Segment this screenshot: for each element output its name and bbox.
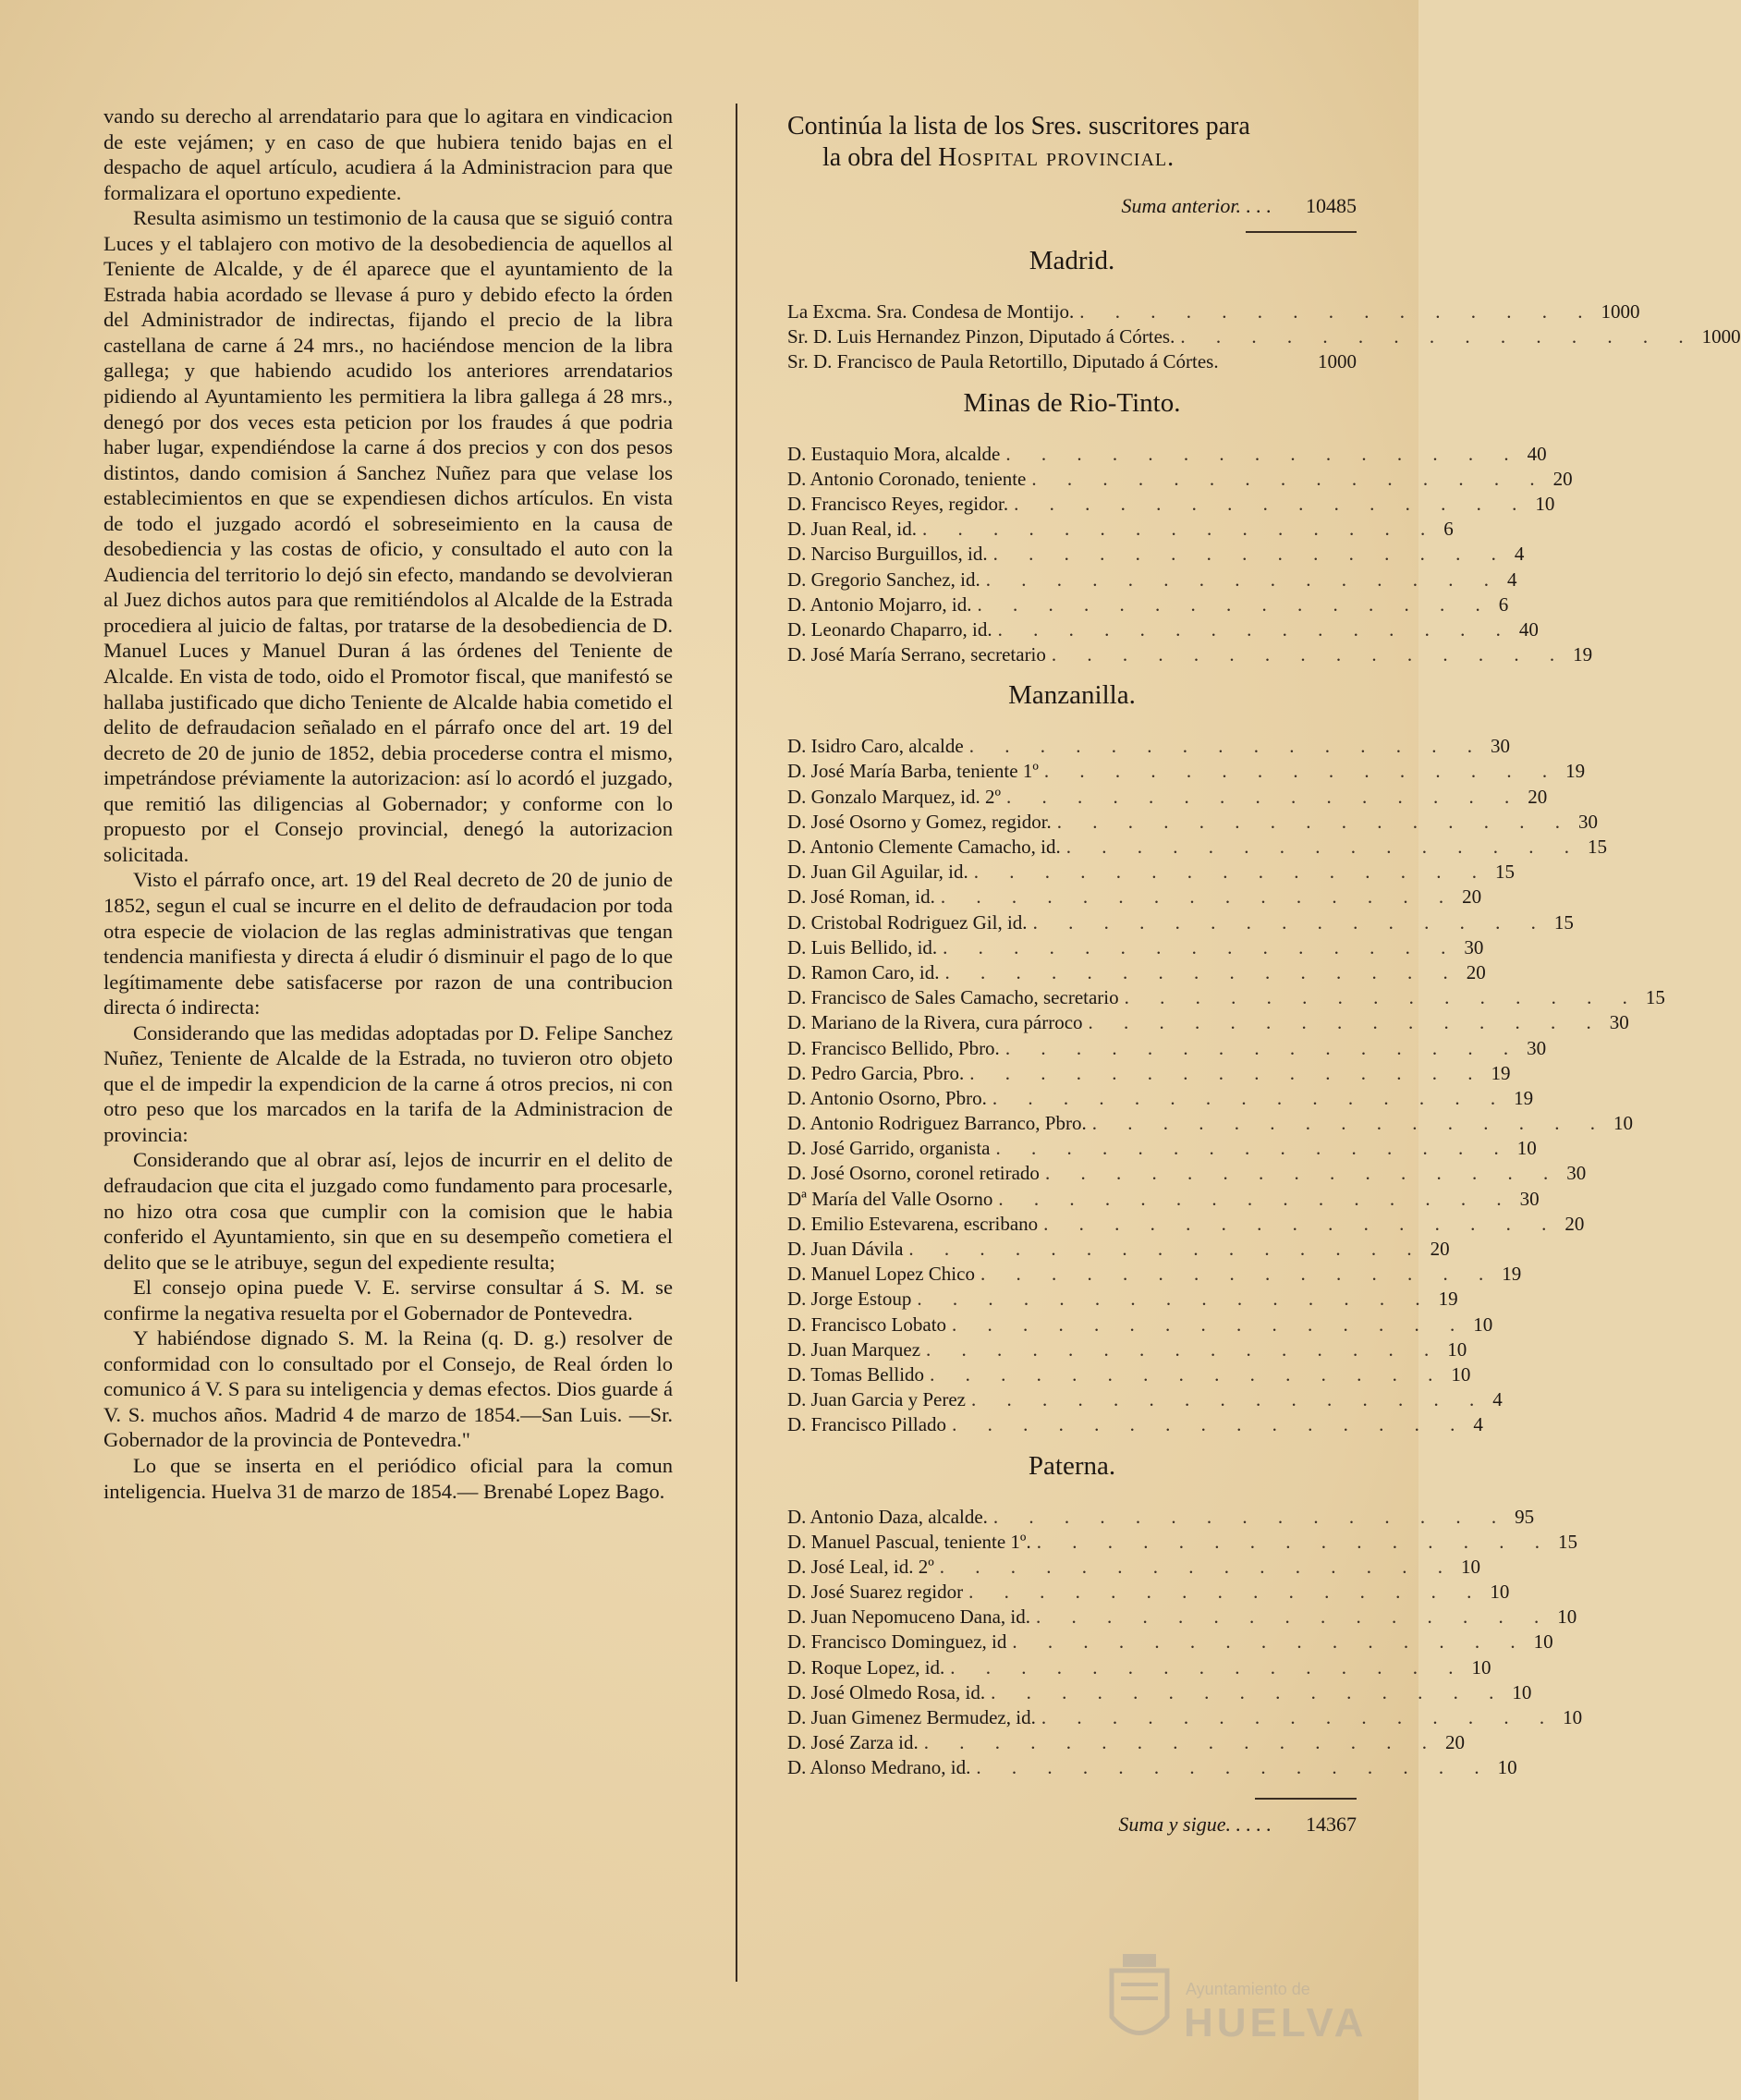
list-item bbox=[787, 642, 1593, 667]
subscriber-name: D. Antonio Coronado, teniente bbox=[787, 467, 1027, 490]
subscription-amount: 10 bbox=[1516, 1137, 1537, 1160]
subscriber-name: D. José Roman, id. bbox=[787, 885, 935, 909]
subscription-amount: 30 bbox=[1578, 810, 1599, 833]
leader-dots: . . . . . . . . . . . . . . . bbox=[1036, 1606, 1552, 1629]
list-item bbox=[787, 1605, 1577, 1630]
leader-dots: . . . . . . . . . . . . . . . bbox=[923, 1731, 1440, 1754]
list-item bbox=[787, 1111, 1633, 1136]
list-item bbox=[787, 1212, 1585, 1237]
suma-anterior-row bbox=[787, 194, 1357, 222]
leader-dots: . . . . . . . . . . . . . . . bbox=[980, 1263, 1497, 1286]
leader-dots: . . . . . . . . . . . . . . . bbox=[992, 543, 1509, 566]
subscription-amount: 20 bbox=[1462, 885, 1482, 909]
list-item bbox=[787, 960, 1486, 985]
section-title: Minas de Rio-Tinto. bbox=[963, 387, 1181, 418]
leader-dots: . . . . . . . . . . . . . . . bbox=[1044, 1162, 1562, 1185]
suma-sigue-value: 14367 bbox=[1306, 1812, 1357, 1836]
subscriber-name: D. Juan Gimenez Bermudez, id. bbox=[787, 1706, 1036, 1729]
section-title: Madrid. bbox=[1029, 246, 1115, 275]
subscriber-name: D. Luis Bellido, id. bbox=[787, 935, 938, 958]
subscriber-name: D. Isidro Caro, alcalde bbox=[787, 735, 964, 758]
subscription-amount: 95 bbox=[1515, 1505, 1535, 1528]
subscriber-name: D. Juan Garcia y Perez bbox=[787, 1388, 966, 1411]
subscription-amount: 30 bbox=[1566, 1162, 1587, 1185]
subscriber-list-column bbox=[787, 111, 1741, 1840]
subscriber-name: D. Narciso Burguillos, id. bbox=[787, 543, 988, 566]
list-item bbox=[787, 835, 1607, 860]
subscriber-name: D. Juan Dávila bbox=[787, 1238, 904, 1261]
subscriber-name: D. Eustaquio Mora, alcalde bbox=[787, 442, 1001, 465]
subscriber-name: D. Ramon Caro, id. bbox=[787, 960, 940, 983]
subscriber-name: D. José Suarez regidor bbox=[787, 1581, 964, 1604]
leader-dots: . . . . . . . . . . . . . . . bbox=[1079, 300, 1596, 323]
paragraph: Visto el párrafo once, art. 19 del Real decreto de 20 de junio de 1852, segun el cual se incurre en el delito de defraudacion por toda otra especie de violacion de las reglas administrativas que tengan tendencia manifiesta y directa á eludir ó disminuir el pago de lo que legítimamente debe satisfacerse por razon de una contribucion directa ó indirecta: bbox=[103, 868, 673, 1019]
leader-dots: . . . . . . . . . . . . . . . bbox=[973, 861, 1490, 884]
subscriber-name: D. Cristobal Rodriguez Gil, id. bbox=[787, 910, 1028, 934]
subscription-amount: 10 bbox=[1451, 1362, 1471, 1386]
list-item bbox=[787, 1412, 1483, 1437]
leader-dots: . . . . . . . . . . . . . . . bbox=[969, 1061, 1486, 1084]
leader-dots: . . . . . . . . . . . . . . . bbox=[1065, 836, 1582, 859]
subscription-amount: 6 bbox=[1443, 518, 1454, 541]
subscriber-name: D. Juan Marquez bbox=[787, 1337, 921, 1361]
subscription-amount: 10 bbox=[1460, 1555, 1480, 1578]
subscriber-name: D. Alonso Medrano, id. bbox=[787, 1756, 971, 1779]
subscription-amount: 10 bbox=[1512, 1680, 1532, 1703]
heading-line-2-pre: la obra del bbox=[822, 143, 939, 172]
leader-dots: . . . . . . . . . . . . . . . bbox=[1031, 467, 1548, 490]
list-item bbox=[787, 1061, 1511, 1086]
watermark-line-1: Ayuntamiento de bbox=[1186, 1980, 1310, 1998]
paragraph: El consejo opina puede V. E. servirse consultar á S. M. se confirme la negativa resuelta por el Gobernador de Pontevedra. bbox=[103, 1276, 673, 1325]
leader-dots: . . . . . . . . . . . . . . . bbox=[944, 960, 1461, 983]
list-item bbox=[787, 492, 1555, 517]
subscriber-sections bbox=[787, 246, 1741, 1781]
leader-dots: . . . . . . . . . . . . . . . bbox=[968, 735, 1485, 758]
subscription-amount: 10 bbox=[1447, 1337, 1467, 1361]
subscription-amount: 30 bbox=[1609, 1011, 1629, 1034]
subscriber-name: D. José Garrido, organista bbox=[787, 1137, 991, 1160]
leader-dots: . . . . . . . . . . . . . . . bbox=[1036, 1530, 1552, 1553]
list-item bbox=[787, 1036, 1547, 1061]
list-item bbox=[787, 1086, 1534, 1111]
subscriber-name: D. Gonzalo Marquez, id. 2º bbox=[787, 785, 1002, 808]
subscriber-name: D. Manuel Lopez Chico bbox=[787, 1263, 975, 1286]
subscriber-name: D. Antonio Clemente Camacho, id. bbox=[787, 836, 1061, 859]
list-item bbox=[787, 1136, 1537, 1161]
subscriber-name: D. Roque Lopez, id. bbox=[787, 1655, 945, 1679]
subscriber-name: D. Francisco de Sales Camacho, secretario bbox=[787, 986, 1119, 1009]
paragraph: Considerando que las medidas adoptadas por D. Felipe Sanchez Nuñez, Teniente de Alcalde de la Estrada, no tuvieron otro objeto que el de impedir la expendicion de la carne á otros precios, ni con otro peso que los marcados en la tarifa de la Administracion de provincia: bbox=[103, 1020, 673, 1146]
list-item bbox=[787, 1187, 1540, 1212]
list-item bbox=[787, 1262, 1522, 1287]
subscriber-name: Sr. D. Francisco de Paula Retortillo, Diputado á Córtes. bbox=[787, 350, 1219, 373]
leader-dots: . . . . . . . . . . . . . . . bbox=[1012, 1630, 1528, 1654]
hospital-name: Hospital provincial. bbox=[938, 143, 1175, 172]
subscription-amount: 20 bbox=[1466, 960, 1486, 983]
leader-dots: . . . . . . . . . . . . . . . bbox=[1005, 442, 1522, 465]
list-item bbox=[787, 1337, 1467, 1362]
column-divider bbox=[736, 104, 737, 1982]
subscription-amount: 19 bbox=[1438, 1288, 1458, 1311]
paragraph: Lo que se inserta en el periódico oficial para la comun inteligencia. Huelva 31 de marzo de 1854.— Brenabé Lopez Bago. bbox=[103, 1453, 673, 1503]
subscription-amount: 19 bbox=[1514, 1086, 1534, 1109]
leader-dots: . . . . . . . . . . . . . . . bbox=[1088, 1011, 1604, 1034]
leader-dots: . . . . . . . . . . . . . . . bbox=[1006, 785, 1523, 808]
subscription-amount: 30 bbox=[1519, 1187, 1540, 1210]
leader-dots: . . . . . . . . . . . . . . . bbox=[1124, 986, 1640, 1009]
subscriber-name: D. José Osorno, coronel retirado bbox=[787, 1162, 1040, 1185]
list-item bbox=[787, 1730, 1465, 1755]
subscription-amount: 20 bbox=[1552, 467, 1573, 490]
subscriber-name: D. Pedro Garcia, Pbro. bbox=[787, 1061, 965, 1084]
paragraph: Considerando que al obrar así, lejos de incurrir en el delito de defraudacion que cita el juzgado como fundamento para procesarle, no hizo otra cosa que cumplir con la comision que le habia conferido el Ayuntamiento, sin que en su desempeño cometiera el delito que se le atribuye, segun del expediente resulta; bbox=[103, 1148, 673, 1274]
subscriber-name: D. Francisco Bellido, Pbro. bbox=[787, 1036, 1000, 1059]
subscriber-name: D. Juan Gil Aguilar, id. bbox=[787, 861, 968, 884]
subscription-amount: 30 bbox=[1490, 735, 1510, 758]
subscriber-name: La Excma. Sra. Condesa de Montijo. bbox=[787, 300, 1075, 323]
subscriber-list bbox=[787, 734, 1665, 1437]
list-item bbox=[787, 1161, 1587, 1186]
subscription-amount: 20 bbox=[1430, 1238, 1450, 1261]
subscriber-name: D. José Olmedo Rosa, id. bbox=[787, 1680, 986, 1703]
list-item bbox=[787, 860, 1515, 885]
leader-dots: . . . . . . . . . . . . . . . bbox=[1051, 643, 1568, 666]
leader-dots: . . . . . . . . . . . . . . . bbox=[977, 592, 1493, 616]
subscriber-name: D. Francisco Lobato bbox=[787, 1312, 947, 1336]
list-item bbox=[787, 935, 1484, 960]
subscriber-name: D. Francisco Dominguez, id bbox=[787, 1630, 1007, 1654]
subscriber-name: D. Emilio Estevarena, escribano bbox=[787, 1212, 1039, 1235]
subscription-amount: 4 bbox=[1507, 568, 1517, 591]
subscriber-name: D. Antonio Osorno, Pbro. bbox=[787, 1086, 987, 1109]
subscriber-name: D. José María Serrano, secretario bbox=[787, 643, 1046, 666]
suma-anterior-label: Suma anterior. . . . bbox=[1121, 194, 1272, 217]
subscriber-name: D. Gregorio Sanchez, id. bbox=[787, 568, 980, 591]
subscriber-name: D. Antonio Daza, alcalde. bbox=[787, 1505, 988, 1528]
leader-dots: . . . . . . . . . . . . . . . bbox=[908, 1238, 1425, 1261]
leader-dots: . . . . . . . . . . . . . . . bbox=[985, 568, 1503, 591]
list-item bbox=[787, 1237, 1450, 1262]
leader-dots: . . . . . . . . . . . . . . . bbox=[917, 1288, 1433, 1311]
subscription-amount: 19 bbox=[1565, 760, 1586, 783]
subscription-amount: 1000 bbox=[1701, 325, 1741, 348]
paragraph: vando su derecho al arrendatario para que lo agitara en vindicacion de este vejámen; y en caso de que hubiera tenido bajas en el despacho de aquel artículo, acudiera á la Administracion para que formalizara el oportuno expediente. bbox=[103, 104, 673, 204]
list-item bbox=[787, 1630, 1553, 1654]
subscription-amount: 15 bbox=[1494, 861, 1515, 884]
leader-dots: . . . . . . . . . . . . . . . bbox=[943, 935, 1459, 958]
list-item bbox=[787, 299, 1640, 324]
subscription-amount: 10 bbox=[1497, 1756, 1517, 1779]
subscription-amount: 10 bbox=[1557, 1606, 1577, 1629]
leader-dots: . . . . . . . . . . . . . . . bbox=[1180, 325, 1697, 348]
leader-dots: . . . . . . . . . . . . . . . bbox=[971, 1388, 1488, 1411]
subscription-amount: 15 bbox=[1587, 836, 1607, 859]
paragraph: Y habiéndose dignado S. M. la Reina (q. D. g.) resolver de conformidad con lo consultado por el Consejo, de Real órden lo comunico á V. S para su inteligencia y demas efectos. Dios guarde á V. S. muchos años. Madrid 4 de marzo de 1854.—San Luis. —Sr. Gobernador de la provincia de Pontevedra." bbox=[103, 1326, 673, 1452]
suma-sigue-row bbox=[787, 1813, 1357, 1840]
leader-dots: . . . . . . . . . . . . . . . bbox=[1043, 760, 1561, 783]
leader-dots: . . . . . . . . . . . . . . . bbox=[1043, 1212, 1560, 1235]
subscription-amount: 30 bbox=[1527, 1036, 1547, 1059]
subscriber-name: D. Francisco Pillado bbox=[787, 1413, 947, 1436]
subscriber-name: D. Jorge Estoup bbox=[787, 1288, 912, 1311]
leader-dots: . . . . . . . . . . . . . . . bbox=[1041, 1706, 1558, 1729]
leader-dots: . . . . . . . . . . . . . . . bbox=[991, 1680, 1507, 1703]
subscriber-list bbox=[787, 1505, 1583, 1781]
list-item bbox=[787, 1312, 1493, 1337]
subscription-amount: 10 bbox=[1535, 492, 1555, 515]
list-item bbox=[787, 349, 1357, 374]
leader-dots: . . . . . . . . . . . . . . . bbox=[995, 1137, 1512, 1160]
leader-dots: . . . . . . . . . . . . . . . bbox=[1032, 910, 1549, 934]
list-item bbox=[787, 1555, 1480, 1580]
leader-dots: . . . . . . . . . . . . . . . bbox=[1004, 1036, 1522, 1059]
list-item bbox=[787, 1655, 1491, 1680]
subscription-amount: 6 bbox=[1498, 592, 1509, 616]
list-item bbox=[787, 759, 1586, 784]
heading-line-2 bbox=[787, 142, 1357, 174]
left-column-text bbox=[103, 104, 673, 1504]
subscription-amount: 15 bbox=[1645, 986, 1665, 1009]
subscriber-name: D. José María Barba, teniente 1º bbox=[787, 760, 1039, 783]
subscription-amount: 15 bbox=[1553, 910, 1574, 934]
leader-dots: . . . . . . . . . . . . . . . bbox=[952, 1413, 1468, 1436]
list-item bbox=[787, 617, 1539, 642]
sum-rule bbox=[1246, 231, 1357, 233]
subscription-amount: 20 bbox=[1564, 1212, 1585, 1235]
subscription-amount: 4 bbox=[1514, 543, 1525, 566]
subscriber-list bbox=[787, 442, 1593, 668]
subscriber-name: D. Antonio Mojarro, id. bbox=[787, 592, 972, 616]
subscriber-name: D. José Osorno y Gomez, regidor. bbox=[787, 810, 1052, 833]
subscriber-name: D. Francisco Reyes, regidor. bbox=[787, 492, 1009, 515]
list-item bbox=[787, 1287, 1458, 1312]
leader-dots: . . . . . . . . . . . . . . . bbox=[992, 1086, 1509, 1109]
leader-dots: . . . . . . . . . . . . . . . bbox=[939, 1555, 1455, 1578]
subscriber-name: Dª María del Valle Osorno bbox=[787, 1187, 993, 1210]
leader-dots: . . . . . . . . . . . . . . . bbox=[930, 1362, 1446, 1386]
subscription-amount: 1000 bbox=[1601, 300, 1640, 323]
list-item bbox=[787, 1705, 1583, 1730]
section-title: Paterna. bbox=[1028, 1450, 1116, 1481]
list-item bbox=[787, 542, 1525, 567]
subscription-amount: 19 bbox=[1573, 643, 1593, 666]
leader-dots: . . . . . . . . . . . . . . . bbox=[997, 617, 1514, 641]
subscription-amount: 10 bbox=[1613, 1112, 1633, 1135]
suma-anterior-value: 10485 bbox=[1306, 194, 1357, 217]
subscription-amount: 10 bbox=[1563, 1706, 1583, 1729]
subscription-amount: 30 bbox=[1464, 935, 1484, 958]
crest-icon bbox=[1102, 1952, 1176, 2054]
archive-watermark bbox=[1075, 1943, 1370, 2063]
list-item bbox=[787, 592, 1509, 617]
leader-dots: . . . . . . . . . . . . . . . bbox=[968, 1581, 1485, 1604]
heading-line-1: Continúa la lista de los Sres. suscritores para bbox=[787, 112, 1250, 140]
list-item bbox=[787, 810, 1599, 835]
list-item bbox=[787, 1387, 1503, 1412]
subscription-amount: 10 bbox=[1471, 1655, 1491, 1679]
leader-dots: . . . . . . . . . . . . . . . bbox=[976, 1756, 1492, 1779]
leader-dots: . . . . . . . . . . . . . . . bbox=[950, 1655, 1467, 1679]
leader-dots: . . . . . . . . . . . . . . . bbox=[998, 1187, 1515, 1210]
subscription-amount: 10 bbox=[1533, 1630, 1553, 1654]
list-item bbox=[787, 885, 1482, 910]
list-item bbox=[787, 1362, 1471, 1387]
subscriber-name: D. Antonio Rodriguez Barranco, Pbro. bbox=[787, 1112, 1087, 1135]
list-heading bbox=[787, 111, 1357, 174]
subscription-amount: 4 bbox=[1473, 1413, 1483, 1436]
subscriber-name: D. Manuel Pascual, teniente 1º. bbox=[787, 1530, 1031, 1553]
list-item bbox=[787, 1505, 1535, 1530]
subscriber-name: D. José Zarza id. bbox=[787, 1731, 919, 1754]
list-item bbox=[787, 1530, 1577, 1555]
subscription-amount: 19 bbox=[1502, 1263, 1522, 1286]
list-item bbox=[787, 517, 1454, 542]
leader-dots: . . . . . . . . . . . . . . . bbox=[1091, 1112, 1608, 1135]
leader-dots: . . . . . . . . . . . . . . . bbox=[926, 1337, 1443, 1361]
list-item bbox=[787, 1680, 1532, 1705]
list-item bbox=[787, 467, 1573, 492]
subscription-amount: 10 bbox=[1490, 1581, 1510, 1604]
list-item bbox=[787, 1010, 1629, 1035]
subscriber-name: D. Juan Real, id. bbox=[787, 518, 917, 541]
list-item bbox=[787, 324, 1741, 349]
subscription-amount: 1000 bbox=[1318, 350, 1357, 373]
list-item bbox=[787, 785, 1548, 810]
list-item bbox=[787, 910, 1574, 935]
leader-dots: . . . . . . . . . . . . . . . bbox=[1014, 492, 1530, 515]
leader-dots: . . . . . . . . . . . . . . . bbox=[1056, 810, 1574, 833]
leader-dots: . . . . . . . . . . . . . . . bbox=[952, 1312, 1468, 1336]
subscription-amount: 10 bbox=[1473, 1312, 1493, 1336]
subscription-amount: 40 bbox=[1527, 442, 1547, 465]
watermark-line-2: HUELVA bbox=[1184, 2000, 1368, 2045]
list-item bbox=[787, 442, 1547, 467]
subscriber-name: Sr. D. Luis Hernandez Pinzon, Diputado á Córtes. bbox=[787, 325, 1175, 348]
leader-dots: . . . . . . . . . . . . . . . bbox=[921, 518, 1439, 541]
subscription-amount: 15 bbox=[1557, 1530, 1577, 1553]
leader-dots: . . . . . . . . . . . . . . . bbox=[992, 1505, 1510, 1528]
list-item bbox=[787, 985, 1665, 1010]
subscriber-list bbox=[787, 299, 1741, 375]
list-item bbox=[787, 1580, 1510, 1605]
subscription-amount: 20 bbox=[1444, 1731, 1465, 1754]
subscriber-name: D. José Leal, id. 2º bbox=[787, 1555, 934, 1578]
subscription-amount: 19 bbox=[1491, 1061, 1511, 1084]
subscriber-name: D. Tomas Bellido bbox=[787, 1362, 925, 1386]
subscriber-name: D. Leonardo Chaparro, id. bbox=[787, 617, 992, 641]
subscription-amount: 40 bbox=[1518, 617, 1539, 641]
list-item bbox=[787, 734, 1510, 759]
list-item bbox=[787, 1755, 1517, 1780]
subscription-amount: 4 bbox=[1492, 1388, 1503, 1411]
final-sum-rule bbox=[1255, 1798, 1357, 1800]
list-item bbox=[787, 568, 1517, 592]
leader-dots: . . . . . . . . . . . . . . . bbox=[940, 885, 1457, 909]
subscription-amount: 20 bbox=[1528, 785, 1548, 808]
subscriber-name: D. Mariano de la Rivera, cura párroco bbox=[787, 1011, 1083, 1034]
subscriber-name: D. Juan Nepomuceno Dana, id. bbox=[787, 1606, 1031, 1629]
section-title: Manzanilla. bbox=[1008, 680, 1136, 711]
paragraph: Resulta asimismo un testimonio de la causa que se siguió contra Luces y el tablajero con motivo de la desobediencia de aquellos al Teniente de Alcalde, y de él aparece que el ayuntamiento de la Estrada habia acordado se llevase á puro y debido efecto la órden del Administrador de indirectas, fijando el precio de la libra castellana de carne á 24 mrs., no haciéndose mencion de la libra gallega; y que habiendo acudido los anteriores arrendatarios pidiendo al Ayuntamiento les permitiera la libra gallega á 28 mrs., denegó por dos veces esta peticion por los fraudes á que podria haber lugar, expendiéndose la carne á dos precios y con dos pesos distintos, dando comision á Sanchez Nuñez para que velase los establecimientos en que se expendiesen dichos artículos. En vista de todo el juzgado acordó el sobreseimiento en la causa de desobediencia y las costas de oficio, y consultado el auto con la Audiencia del territorio lo dejó sin efecto, mandando se devolvieran al Juez dichos autos para que remitiéndolos al Alcalde de la Estrada procediera al juicio de faltas, por tratarse de la desobediencia de D. Manuel Luces y Manuel Duran á las órdenes del Teniente de Alcalde. En vista de todo, oido el Promotor fiscal, que manifestó se hallaba justificado que dicho Teniente de Alcalde habia cometido el delito de defraudacion señalado en el párrafo once del art. 19 del decreto de 20 de junio de 1852, debia procederse contra el mismo, impetrándose préviamente la autorizacion: así lo acordó el juzgado, que remitió las diligencias al Gobernador; y conforme con lo propuesto por el Consejo provincial, denegó la autorizacion solicitada. bbox=[103, 206, 673, 866]
suma-sigue-label: Suma y sigue. . . . . bbox=[1118, 1812, 1272, 1836]
